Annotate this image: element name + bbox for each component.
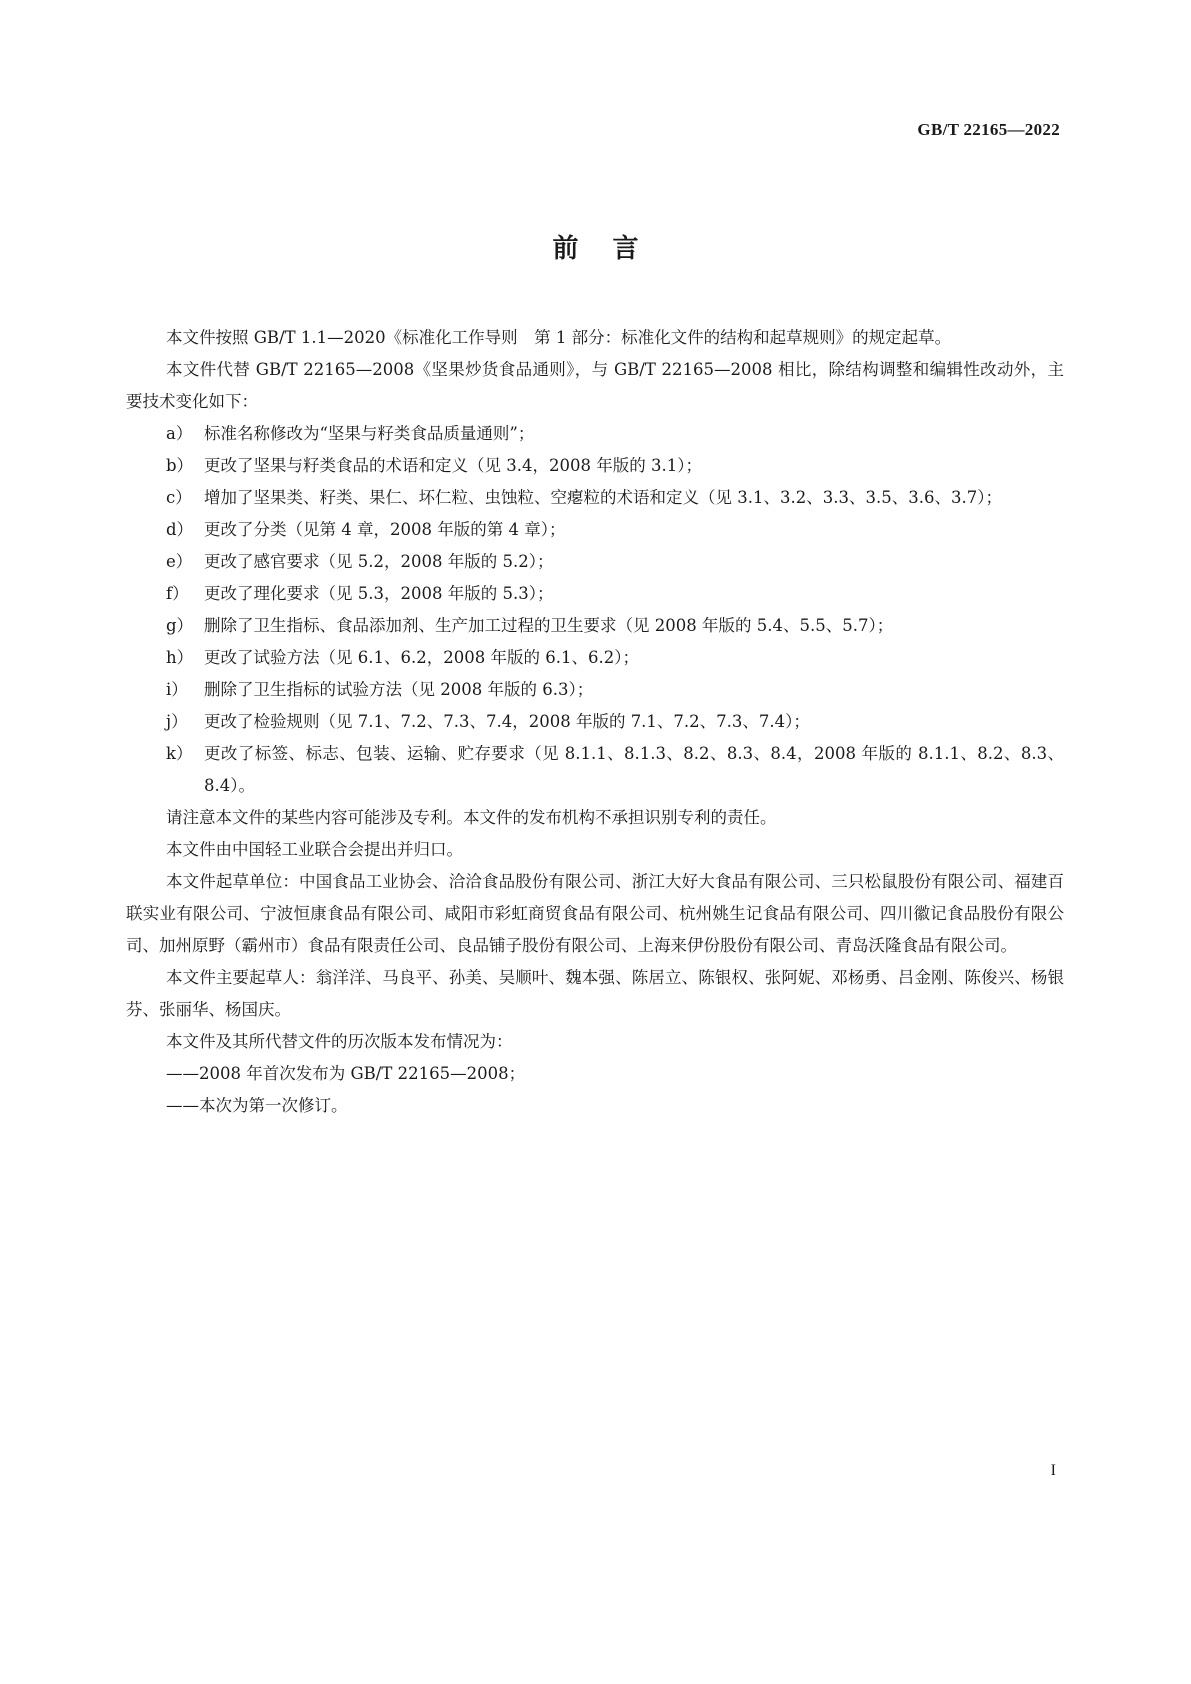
paragraph: 本文件起草单位：中国食品工业协会、洽洽食品股份有限公司、浙江大好大食品有限公司、三只松鼠股份有限公司、福建百联实业有限公司、宁波恒康食品有限公司、咸阳市彩虹商贸食品有限公司、杭州姚生记食品有限公司、四川徽记食品股份有限公司、加州原野（霸州市）食品有限责任公司、良品铺子股份有限公司、上海来伊份股份有限公司、青岛沃隆食品有限公司。 <box>126 872 1064 955</box>
standard-code: GB/T 22165—2022 <box>917 120 1060 139</box>
list-marker: i） <box>166 680 188 699</box>
list-item <box>126 610 1064 642</box>
paragraph: 本文件主要起草人：翁洋洋、马良平、孙美、吴顺叶、魏本强、陈居立、陈银权、张阿妮、邓杨勇、吕金刚、陈俊兴、杨银芬、张丽华、杨国庆。 <box>126 968 1064 1019</box>
list-marker: c） <box>166 488 192 507</box>
list-item-text: 更改了检验规则（见 7.1、7.2、7.3、7.4，2008 年版的 7.1、7.2、7.3、7.4）； <box>204 712 810 731</box>
page-number: I <box>1050 1462 1056 1479</box>
list-item <box>126 706 1064 738</box>
list-item-text: 更改了理化要求（见 5.3，2008 年版的 5.3）； <box>204 584 554 603</box>
list-item-text: 更改了标签、标志、包装、运输、贮存要求（见 8.1.1、8.1.3、8.2、8.3、8.4，2008 年版的 8.1.1、8.2、8.3、8.4）。 <box>204 744 1064 795</box>
list-marker: k） <box>166 744 193 763</box>
list-item <box>126 482 1064 514</box>
paragraph: 本文件代替 GB/T 22165—2008《坚果炒货食品通则》，与 GB/T 22165—2008 相比，除结构调整和编辑性改动外，主要技术变化如下： <box>126 360 1064 411</box>
list-item-text: 删除了卫生指标、食品添加剂、生产加工过程的卫生要求（见 2008 年版的 5.4、5.5、5.7）； <box>204 616 894 635</box>
list-item-text: 更改了坚果与籽类食品的术语和定义（见 3.4，2008 年版的 3.1）； <box>204 456 702 475</box>
list-marker: d） <box>166 520 194 539</box>
list-item <box>126 738 1064 802</box>
list-marker: b） <box>166 456 194 475</box>
paragraph: 本文件由中国轻工业联合会提出并归口。 <box>166 840 463 859</box>
list-item <box>126 642 1064 674</box>
list-item-text: 删除了卫生指标的试验方法（见 2008 年版的 6.3）； <box>204 680 594 699</box>
list-item-text: 更改了感官要求（见 5.2，2008 年版的 5.2）； <box>204 552 554 571</box>
list-marker: g） <box>166 616 194 635</box>
paragraph: 本文件按照 GB/T 1.1—2020《标准化工作导则 第 1 部分：标准化文件的结构和起草规则》的规定起草。 <box>166 328 952 347</box>
paragraph: 本文件及其所代替文件的历次版本发布情况为： <box>166 1032 513 1051</box>
list-marker: j） <box>166 712 188 731</box>
document-body <box>126 322 1064 1122</box>
history-item: ——2008 年首次发布为 GB/T 22165—2008； <box>166 1064 526 1083</box>
list-item <box>126 674 1064 706</box>
list-item <box>126 578 1064 610</box>
change-list <box>126 418 1064 802</box>
list-item-text: 增加了坚果类、籽类、果仁、坏仁粒、虫蚀粒、空瘪粒的术语和定义（见 3.1、3.2、3.3、3.5、3.6、3.7）； <box>204 488 1002 507</box>
list-marker: h） <box>166 648 194 667</box>
history-item: ——本次为第一次修订。 <box>166 1096 348 1115</box>
list-marker: f） <box>166 584 189 603</box>
list-item-text: 标准名称修改为“坚果与籽类食品质量通则”； <box>204 424 535 443</box>
list-marker: e） <box>166 552 193 571</box>
list-item <box>126 514 1064 546</box>
page-title: 前言 <box>552 234 673 264</box>
list-item-text: 更改了分类（见第 4 章，2008 年版的第 4 章）； <box>204 520 566 539</box>
list-item-text: 更改了试验方法（见 6.1、6.2，2008 年版的 6.1、6.2）； <box>204 648 639 667</box>
list-item <box>126 418 1064 450</box>
list-item <box>126 546 1064 578</box>
list-marker: a） <box>166 424 193 443</box>
list-item <box>126 450 1064 482</box>
paragraph: 请注意本文件的某些内容可能涉及专利。本文件的发布机构不承担识别专利的责任。 <box>166 808 777 827</box>
